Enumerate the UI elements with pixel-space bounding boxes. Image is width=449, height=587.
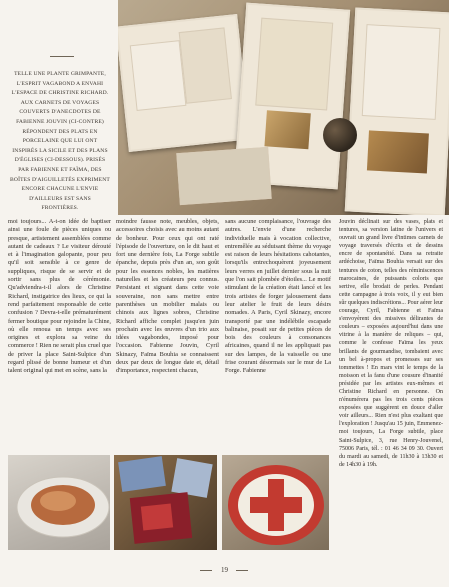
card-sepia	[264, 110, 310, 149]
top-photograph	[118, 0, 449, 215]
card-shell	[255, 18, 333, 111]
column-3-text: sans aucune complaisance, l'ouvrage des autres. L'envie d'une recherche individuelle mais à vocation collective, entremêlée au séduisant thème du voyage est raison de leurs hésitations cahotantes, lorsqu'ils entrechoquèrent joyeusement leurs verres en juillet dernier sous la nuit que l'on sait plombée d'étoiles... Le motif stimulant de la création était lancé et les trois artistes de forger jalousement dans leur atelier le fruit de leurs désirs nomades. A Paris, Cyril Skinazy, encore transporté par une indélébile escapade balinaise, posait sur de petites pièces de bois des couleurs à consonances africaines, quand il ne les appliquait pas sur des lampes, de la vaisselle ou une frise courant désormais sur le mur de La Forge. Fabienne	[225, 218, 331, 375]
photo-boites-aiguilletees	[114, 455, 217, 550]
text-column-1	[8, 218, 111, 376]
card-illustration	[362, 24, 441, 120]
card-leaf	[130, 40, 187, 111]
intro-caption: TELLE UNE PLANTE GRIMPANTE, L'ESPRIT VAGABOND A ENVAHI L'ESPACE DE CHRISTINE RICHARD. AUX CARNETS DE VOYAGES COUVERTS D'ANECDOTES DE FABIENNE JOUVIN (CI-CONTRE) RÉPONDENT DES PLATS EN PORCELAINE QUE LUI ONT INSPIRÉS LA SICILE ET DES PLANS D'ÉGLISES (CI-DESSOUS). PRISÉS PAR FABIENNE ET FAÏMA, DES BOÎTES D'AIGUILLETÉS EXPRIMENT ENCORE CHACUNE L'ENVIE D'AILLEURS EST SANS FRONTIÈRES.	[10, 71, 110, 212]
stone-ball	[323, 118, 357, 152]
boxes-drawing	[114, 455, 217, 550]
text-column-4	[339, 218, 443, 469]
column-1-text: moi toujours... A-t-on idée de baptiser ainsi une foule de pièces uniques ou presque, artistement assemblées comme autant de cadeaux ? Le visiteur dérouté et à l'imagination galopante, pour peu qu'il soit sensible à ce genre de suppliques, risque de se servir et de sortir sans plus de cérémonie. Qu'adviendra-t-il alors de Christine Richard, instigatrice des lieux, ce qui la rend parfaitement responsable de cette confusion ? Devra-t-elle prématurément fermer boutique pour rejoindre la Chine, où elle renoua un temps avec ses origines et explora sa veine du commerce ! Rien ne serait plus cruel que de priver la place Saint-Sulpice d'un regard plissé de bonne humeur et d'un talent original qui met en scène, sans la	[8, 218, 111, 375]
card-letters	[176, 147, 271, 205]
text-column-2	[116, 218, 219, 376]
tray-left	[118, 14, 250, 152]
column-4-text: Jouvin déclinait sur des vases, plats et tentures, sa version latine de l'univers et ouvrait un grand livre d'intimes carnets de voyage traversés d'écrits et de dessins encre de spontanéité. Dans sa retraite ardéchoise, Faïma Bouhia versait sur des tentures de coton, telles des réminiscences marocaines, de puissants coloris que sertive, elle brodait de perles. Pendant cette campagne à trois voix, il y eut bien sûr quelques indiscrétions... Pour aérer leur courage, Cyril, Fabienne et Faïma s'envoyèrent des missives délirantes de couleurs – exposées aujourd'hui dans une vitrine à la manière de reliques – qui, comme le confesse Faïma les yeux brillants de gourmandise, tombaient avec un bel à-propos et promesses sur ses tommettes ! En mars vint le temps de la moisson et la fanu d'une cousure d'inanité présidée par les artistes eux-mêmes et Christine Richard en personne. On n'énumérera pas les trois cents pièces exposées que suggèrent en douce d'aller voir ailleurs... Rien n'est plus exaltant que l'exploration ! Jusqu'au 15 juin, Emmenez-moi toujours, La Forge subtile, place Saint-Sulpice, 3, rue Henry-Jouvenel, 75006 Paris, tél. : 01 46 34 09 30. Ouvert du mardi au samedi, de 11h30 à 13h30 et de 14h30 à 19h.	[339, 219, 443, 468]
cross-plate-drawing	[222, 455, 329, 550]
page-rule-right	[236, 570, 248, 571]
text-column-3	[225, 218, 331, 376]
photo-plat-porcelaine	[8, 455, 110, 550]
plate-drawing	[8, 455, 110, 550]
card-feather	[179, 27, 232, 103]
photo-plat-croix	[222, 455, 329, 550]
card-postmark	[367, 130, 429, 173]
caption-rule	[50, 56, 74, 57]
column-2-text: moindre fausse note, meubles, objets, accessoires choisis avec au moins autant de bonheur. Pour ceux qui ont raté l'épisode de l'ouverture, on le dit haut et fort une dernière fois, La Forge subtile épanche, depuis près d'un an, son goût pour les essences nobles, les matières naturelles et les créateurs peu connus. Persistant et signant dans cette voie souveraine, non sans mettre entre parenthèses un mobilier malais ou chinois aux lignes sobres, Christine Richard affiche complet jusqu'en juin prochain avec les œuvres d'un trio aux idées vagabondes, imposé pour l'occasion. Fabienne Jouvin, Cyril Skinazy, Faïma Bouhia se connaissent deux par deux de longue date et, détail d'importance, respectent chacun,	[116, 218, 219, 375]
page-number: 19	[221, 566, 228, 574]
tray-right	[345, 8, 449, 215]
